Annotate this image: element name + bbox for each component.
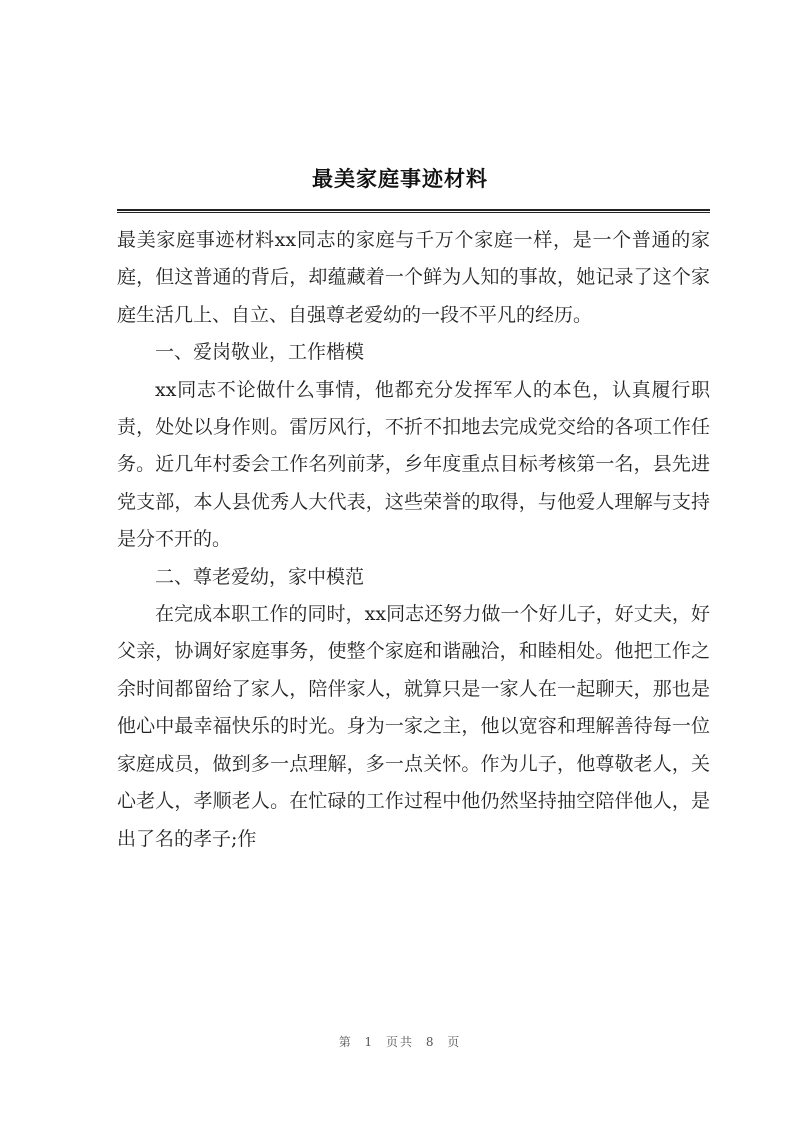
document-title: 最美家庭事迹材料	[312, 166, 488, 191]
paragraph-intro: 最美家庭事迹材料xx同志的家庭与千万个家庭一样，是一个普通的家庭，但这普通的背后，却蕴藏着一个鲜为人知的事故，她记录了这个家庭生活几上、自立、自强尊老爱幼的一段不平凡的经历。	[117, 229, 710, 326]
document-body	[117, 222, 710, 858]
paragraph-section-2: 在完成本职工作的同时，xx同志还努力做一个好儿子，好丈夫，好父亲，协调好家庭事务，使整个家庭和谐融洽，和睦相处。他把工作之余时间都留给了家人，陪伴家人，就算只是一家人在一起聊天，那也是他心中最幸福快乐的时光。身为一家之主，他以宽容和理解善待每一位家庭成员，做到多一点理解，多一点关怀。作为儿子，他尊敬老人，关心老人，孝顺老人。在忙碌的工作过程中他仍然坚持抽空陪伴他人，是出了名的孝子;作	[117, 603, 710, 850]
section-heading-2: 二、尊老爱幼，家中模范	[155, 565, 365, 588]
paragraph-section-1: xx同志不论做什么事情，他都充分发挥军人的本色，认真履行职责，处处以身作则。雷厉风行，不折不扣地去完成党交给的各项工作任务。近几年村委会工作名列前茅，乡年度重点目标考核第一名，县先进党支部，本人县优秀人大代表，这些荣誉的取得，与他爱人理解与支持是分不开的。	[117, 378, 710, 551]
title-divider	[117, 209, 710, 213]
page-footer: 第 1 页共 8 页	[338, 1035, 462, 1049]
section-heading-1: 一、爱岗敬业，工作楷模	[155, 341, 365, 364]
